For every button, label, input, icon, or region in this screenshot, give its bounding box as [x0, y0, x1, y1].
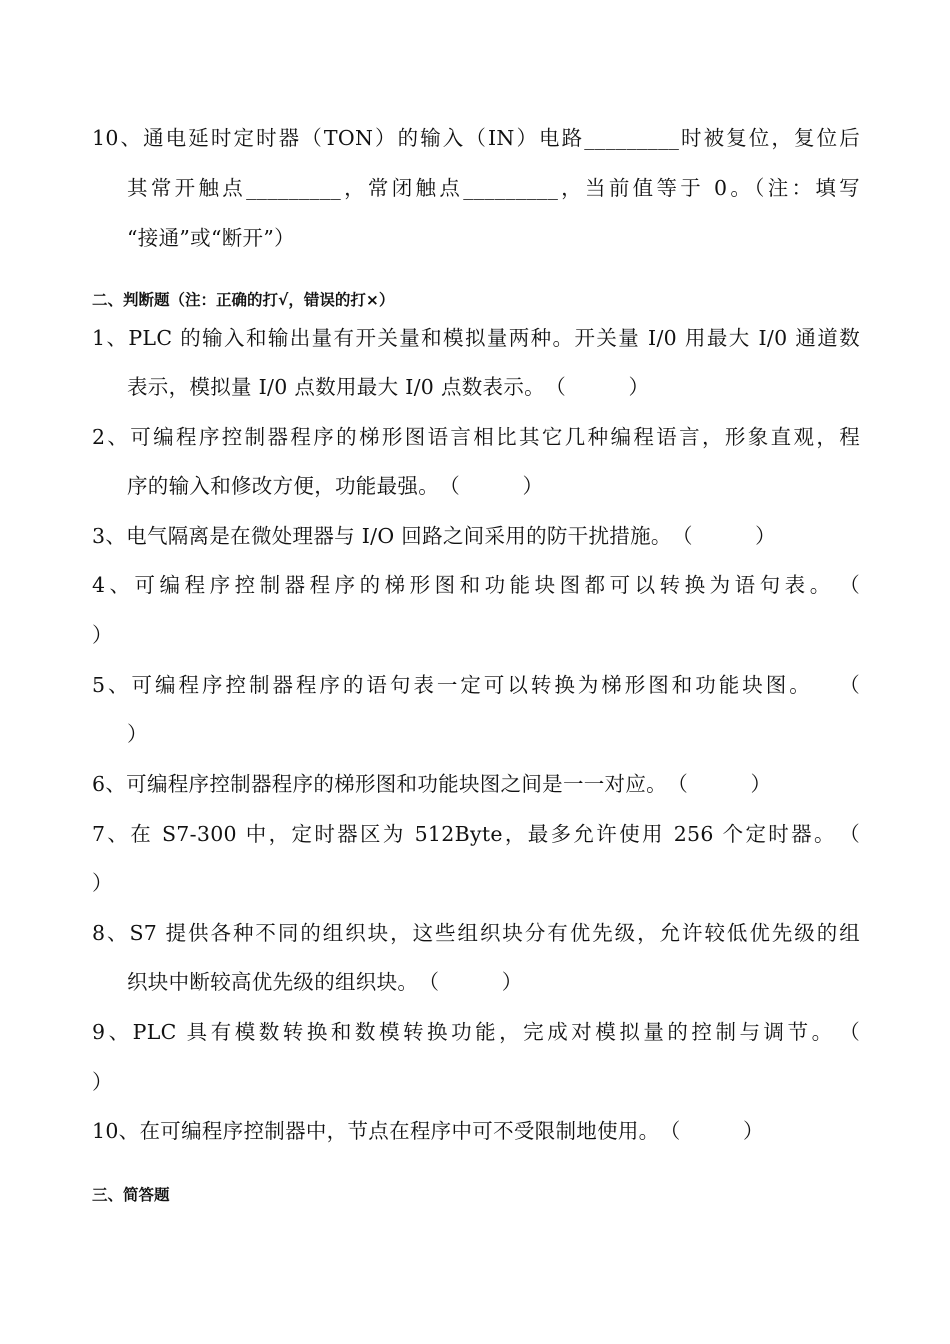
- tf-question-8-line-2: 织块中断较高优先级的组织块。 （ ）: [127, 970, 523, 994]
- tf-question-4-line-1: 4、可编程序控制器程序的梯形图和功能块图都可以转换为语句表。 （: [92, 573, 860, 597]
- tf-question-2-line-2: 序的输入和修改方便，功能最强。 （ ）: [127, 474, 544, 498]
- tf-question-1-line-1: 1、PLC 的输入和输出量有开关量和模拟量两种。开关量 I/0 用最大 I/0 通道数: [92, 326, 860, 350]
- tf-question-7-line-2: ）: [92, 871, 113, 895]
- tf-question-9-line-1: 9、PLC 具有模数转换和数模转换功能，完成对模拟量的控制与调节。 （: [92, 1020, 860, 1044]
- section-heading-short-answer: 三、简答题: [92, 1186, 170, 1204]
- tf-question-3: 3、电气隔离是在微处理器与 I/O 回路之间采用的防干扰措施。 （ ）: [92, 524, 776, 548]
- tf-question-7-line-1: 7、在 S7-300 中，定时器区为 512Byte，最多允许使用 256 个定时器。 （: [92, 822, 860, 846]
- fill-question-10-line-2: 其常开触点_________，常闭触点_________，当前值等于 0。（注：填写: [127, 176, 860, 200]
- tf-question-5-line-2: ）: [127, 722, 148, 746]
- tf-question-6: 6、可编程序控制器程序的梯形图和功能块图之间是一一对应。 （ ）: [92, 772, 772, 796]
- tf-question-5-line-1: 5、可编程序控制器程序的语句表一定可以转换为梯形图和功能块图。 （: [92, 673, 860, 697]
- tf-question-9-line-2: ）: [92, 1070, 113, 1094]
- tf-question-4-line-2: ）: [92, 623, 113, 647]
- tf-question-10: 10、在可编程序控制器中，节点在程序中可不受限制地使用。 （ ）: [92, 1119, 764, 1143]
- section-heading-true-false: 二、判断题（注：正确的打√，错误的打×）: [92, 291, 395, 309]
- fill-question-10-line-3: “接通”或“断开”）: [127, 226, 295, 250]
- fill-question-10-line-1: 10、通电延时定时器（TON）的输入（IN）电路_________时被复位，复位后: [92, 126, 860, 150]
- tf-question-2-line-1: 2、可编程序控制器程序的梯形图语言相比其它几种编程语言，形象直观，程: [92, 425, 860, 449]
- tf-question-1-line-2: 表示，模拟量 I/0 点数用最大 I/0 点数表示。 （ ）: [127, 375, 650, 399]
- tf-question-8-line-1: 8、S7 提供各种不同的组织块，这些组织块分有优先级，允许较低优先级的组: [92, 921, 860, 945]
